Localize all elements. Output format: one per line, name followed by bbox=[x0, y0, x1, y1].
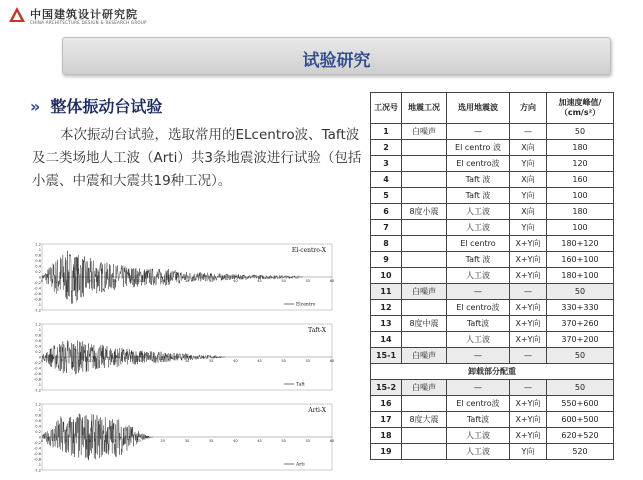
chart-x-tick-label: 60 bbox=[329, 359, 335, 363]
table-header-case: 地震工况 bbox=[402, 93, 447, 124]
chart-y-tick-label: -1.2 bbox=[33, 308, 41, 313]
chart-x-tick-label: 50 bbox=[281, 279, 286, 283]
chart-y-tick-label: -1.2 bbox=[33, 468, 41, 473]
table-cell-dir: X+Y向 bbox=[510, 332, 547, 348]
table-row bbox=[371, 444, 614, 460]
table-cell-dir: X+Y向 bbox=[510, 412, 547, 428]
table-cell-peak: 100 bbox=[547, 188, 614, 204]
table-cell-case bbox=[402, 268, 447, 284]
table-cell-dir: X+Y向 bbox=[510, 236, 547, 252]
chart-x-tick-label: 5 bbox=[65, 439, 68, 443]
table-row bbox=[371, 396, 614, 412]
chart-x-tick-label: 60 bbox=[329, 439, 335, 443]
chart-y-tick-label: 0.2 bbox=[35, 430, 41, 434]
table-cell-dir: Y向 bbox=[510, 444, 547, 460]
table-cell-peak: 50 bbox=[547, 380, 614, 396]
table-cell-peak: 600+500 bbox=[547, 412, 614, 428]
table-cell-dir: X+Y向 bbox=[510, 428, 547, 444]
table-cell-wave: Taft 波 bbox=[447, 188, 510, 204]
chart-x-tick-label: 40 bbox=[233, 279, 238, 283]
table-cell-no: 15-2 bbox=[371, 380, 402, 396]
chart-x-tick-label: 20 bbox=[136, 359, 141, 363]
table-cell-no: 16 bbox=[371, 396, 402, 412]
table-cell-peak: 180+100 bbox=[547, 268, 614, 284]
table-row bbox=[371, 428, 614, 444]
table-cell-no: 13 bbox=[371, 316, 402, 332]
table-cell-peak: 550+600 bbox=[547, 396, 614, 412]
table-cell-no: 18 bbox=[371, 428, 402, 444]
table-row bbox=[371, 124, 614, 140]
table-cell-wave: El centro波 bbox=[447, 300, 510, 316]
chart-title: Taft-X bbox=[308, 327, 326, 334]
table-cell-case bbox=[402, 396, 447, 412]
table-cell-case bbox=[402, 428, 447, 444]
table-cell-dir: X向 bbox=[510, 172, 547, 188]
table-cell-wave: Taft 波 bbox=[447, 252, 510, 268]
table-cell-no: 12 bbox=[371, 300, 402, 316]
table-cell-no: 1 bbox=[371, 124, 402, 140]
table-cell-peak: 50 bbox=[547, 284, 614, 300]
table-cell-no: 6 bbox=[371, 204, 402, 220]
chart-y-tick-label: -0.8 bbox=[33, 297, 41, 302]
chart-y-tick-label: 0.6 bbox=[35, 259, 41, 263]
table-row bbox=[371, 268, 614, 284]
table-row bbox=[371, 300, 614, 316]
table-header-direction: 方向 bbox=[510, 93, 547, 124]
chart-y-tick-label: 0 bbox=[38, 355, 41, 360]
chart-legend-label: Arti bbox=[296, 462, 305, 468]
test-cases-table-wrapper bbox=[370, 92, 614, 460]
table-cell-dir: Y向 bbox=[510, 188, 547, 204]
table-cell-wave: El centro bbox=[447, 236, 510, 252]
table-cell-peak: 370+260 bbox=[547, 316, 614, 332]
table-cell-no: 2 bbox=[371, 140, 402, 156]
chart-y-tick-label: 0.4 bbox=[35, 264, 41, 269]
slide-title: 试验研究 bbox=[302, 51, 371, 71]
table-cell-peak: 620+520 bbox=[547, 428, 614, 444]
table-cell-wave: 人工波 bbox=[447, 268, 510, 284]
table-cell-wave: El centro波 bbox=[447, 156, 510, 172]
table-header-wave: 选用地震波 bbox=[447, 93, 510, 124]
table-cell-wave: El centro 波 bbox=[447, 140, 510, 156]
table-cell-dir: — bbox=[510, 124, 547, 140]
chart-y-tick-label: -1 bbox=[37, 383, 41, 387]
chart-y-tick-label: -0.2 bbox=[33, 441, 41, 445]
chart-title: Arti-X bbox=[308, 407, 326, 414]
chart-x-tick-label: 5 bbox=[65, 279, 68, 283]
org-logo-icon bbox=[8, 6, 26, 24]
table-row bbox=[371, 220, 614, 236]
table-cell-wave: Taft波 bbox=[447, 316, 510, 332]
table-note-row bbox=[371, 364, 614, 380]
table-row bbox=[371, 316, 614, 332]
table-cell-case: 8度中震 bbox=[402, 316, 447, 332]
chart-y-tick-label: -1 bbox=[37, 303, 41, 307]
table-cell-no: 15-1 bbox=[371, 348, 402, 364]
chart-y-tick-label: -0.4 bbox=[33, 286, 41, 291]
table-row bbox=[371, 156, 614, 172]
table-cell-case: 8度小震 bbox=[402, 204, 447, 220]
chart-x-tick-label: 0 bbox=[40, 279, 44, 283]
table-cell-wave: — bbox=[447, 348, 510, 364]
chart-y-tick-label: -0.4 bbox=[33, 446, 41, 451]
table-cell-dir: Y向 bbox=[510, 220, 547, 236]
chart-y-tick-label: -0.6 bbox=[33, 292, 41, 296]
table-cell-case: 白噪声 bbox=[402, 284, 447, 300]
table-cell-no: 11 bbox=[371, 284, 402, 300]
chart-y-tick-label: 1 bbox=[38, 328, 41, 332]
table-cell-case bbox=[402, 444, 447, 460]
slide-title-bar bbox=[62, 37, 611, 75]
chart-y-tick-label: 0.8 bbox=[35, 333, 41, 338]
table-row bbox=[371, 188, 614, 204]
table-cell-peak: 50 bbox=[547, 348, 614, 364]
description-paragraph bbox=[32, 124, 362, 193]
chart-x-tick-label: 10 bbox=[88, 359, 93, 363]
chart-x-tick-label: 25 bbox=[160, 359, 166, 363]
table-row bbox=[371, 332, 614, 348]
table-cell-no: 5 bbox=[371, 188, 402, 204]
chart-x-tick-label: 55 bbox=[305, 279, 311, 283]
chart-y-tick-label: 0.6 bbox=[35, 339, 41, 343]
chart-y-tick-label: 0.4 bbox=[35, 424, 41, 429]
org-logo bbox=[8, 4, 208, 28]
chart-x-tick-label: 30 bbox=[184, 279, 190, 283]
chart-x-tick-label: 5 bbox=[65, 359, 68, 363]
table-cell-peak: 180+120 bbox=[547, 236, 614, 252]
chart-x-tick-label: 15 bbox=[112, 279, 117, 283]
chart-x-tick-label: 10 bbox=[88, 439, 93, 443]
table-cell-wave: Taft波 bbox=[447, 412, 510, 428]
section-heading bbox=[30, 94, 162, 117]
test-cases-table bbox=[370, 92, 614, 460]
accelerograms-figure bbox=[30, 240, 340, 480]
chart-x-tick-label: 25 bbox=[160, 439, 166, 443]
chart-y-tick-label: 1.2 bbox=[35, 242, 41, 247]
table-cell-no: 9 bbox=[371, 252, 402, 268]
chart-y-tick-label: -1 bbox=[37, 463, 41, 467]
org-name-cn: 中国建筑设计研究院 bbox=[30, 8, 138, 21]
chart-y-tick-label: 0 bbox=[38, 275, 41, 280]
table-note: 卸载部分配重 bbox=[371, 364, 614, 380]
table-cell-peak: 120 bbox=[547, 156, 614, 172]
table-row bbox=[371, 140, 614, 156]
table-cell-wave: 人工波 bbox=[447, 444, 510, 460]
table-header-peak: 加速度峰值/（cm/s²） bbox=[547, 93, 614, 124]
chart-x-tick-label: 60 bbox=[329, 279, 335, 283]
table-cell-peak: 160 bbox=[547, 172, 614, 188]
table-cell-no: 10 bbox=[371, 268, 402, 284]
chart-legend-label: Elcentro bbox=[296, 302, 316, 308]
chart-x-tick-label: 20 bbox=[136, 439, 141, 443]
chart-x-tick-label: 35 bbox=[208, 439, 214, 443]
table-row bbox=[371, 236, 614, 252]
chart-x-tick-label: 20 bbox=[136, 279, 141, 283]
chart-x-tick-label: 25 bbox=[160, 279, 166, 283]
chart-y-tick-label: -0.4 bbox=[33, 366, 41, 371]
chart-y-tick-label: -0.2 bbox=[33, 361, 41, 365]
table-cell-case bbox=[402, 172, 447, 188]
table-row bbox=[371, 284, 614, 300]
table-cell-no: 19 bbox=[371, 444, 402, 460]
chart-series-line bbox=[42, 340, 226, 374]
chart-y-tick-label: 1 bbox=[38, 408, 41, 412]
chart-y-tick-label: 1.2 bbox=[35, 402, 41, 407]
table-cell-case bbox=[402, 332, 447, 348]
table-cell-no: 4 bbox=[371, 172, 402, 188]
table-cell-no: 14 bbox=[371, 332, 402, 348]
table-cell-wave: — bbox=[447, 380, 510, 396]
chart-x-tick-label: 15 bbox=[112, 359, 117, 363]
chart-x-tick-label: 50 bbox=[281, 359, 286, 363]
table-cell-peak: 180 bbox=[547, 140, 614, 156]
table-cell-peak: 370+200 bbox=[547, 332, 614, 348]
chart-y-tick-label: 0.2 bbox=[35, 270, 41, 274]
table-cell-dir: — bbox=[510, 380, 547, 396]
table-cell-dir: X+Y向 bbox=[510, 396, 547, 412]
section-heading-text: 整体振动台试验 bbox=[50, 97, 163, 116]
chart-y-tick-label: 0.8 bbox=[35, 413, 41, 418]
table-cell-no: 8 bbox=[371, 236, 402, 252]
table-cell-peak: 520 bbox=[547, 444, 614, 460]
table-cell-dir: — bbox=[510, 348, 547, 364]
chart-x-tick-label: 30 bbox=[184, 359, 190, 363]
table-row bbox=[371, 348, 614, 364]
chart-x-tick-label: 55 bbox=[305, 439, 311, 443]
table-cell-wave: 人工波 bbox=[447, 428, 510, 444]
table-cell-wave: 人工波 bbox=[447, 204, 510, 220]
table-cell-peak: 330+330 bbox=[547, 300, 614, 316]
chart-x-tick-label: 50 bbox=[281, 439, 286, 443]
chart-x-tick-label: 10 bbox=[88, 279, 93, 283]
table-header-no: 工况号 bbox=[371, 93, 402, 124]
table-cell-peak: 100 bbox=[547, 220, 614, 236]
table-cell-wave: 人工波 bbox=[447, 332, 510, 348]
table-cell-case bbox=[402, 252, 447, 268]
table-cell-no: 3 bbox=[371, 156, 402, 172]
chart-x-tick-label: 45 bbox=[257, 279, 262, 283]
chart-x-tick-label: 15 bbox=[112, 439, 117, 443]
chart-x-tick-label: 35 bbox=[208, 279, 214, 283]
table-row bbox=[371, 412, 614, 428]
table-cell-dir: X+Y向 bbox=[510, 268, 547, 284]
chart-y-tick-label: 0.8 bbox=[35, 253, 41, 258]
chart-x-tick-label: 40 bbox=[233, 439, 238, 443]
chart-y-tick-label: -0.6 bbox=[33, 372, 41, 376]
chart-y-tick-label: 1.2 bbox=[35, 322, 41, 327]
chart-y-tick-label: -1.2 bbox=[33, 388, 41, 393]
chart-x-tick-label: 0 bbox=[40, 439, 44, 443]
table-cell-no: 7 bbox=[371, 220, 402, 236]
table-row bbox=[371, 380, 614, 396]
description-text: 本次振动台试验，选取常用的ELcentro波、Taft波及二类场地人工波（Arti）共3条地震波进行试验（包括小震、中震和大震共19种工况）。 bbox=[32, 127, 362, 189]
chart-y-tick-label: 0.2 bbox=[35, 350, 41, 354]
table-row bbox=[371, 204, 614, 220]
table-cell-wave: Taft 波 bbox=[447, 172, 510, 188]
chart-y-tick-label: -0.2 bbox=[33, 281, 41, 285]
chart-y-tick-label: 0 bbox=[38, 435, 41, 440]
org-name-en: CHINA ARCHITECTURE DESIGN & RESEARCH GROUP bbox=[30, 20, 147, 25]
chart-y-tick-label: 0.6 bbox=[35, 419, 41, 423]
table-cell-dir: X+Y向 bbox=[510, 300, 547, 316]
table-cell-dir: — bbox=[510, 284, 547, 300]
table-cell-case: 8度大震 bbox=[402, 412, 447, 428]
table-row bbox=[371, 172, 614, 188]
chart-x-tick-label: 45 bbox=[257, 359, 262, 363]
chart-x-tick-label: 35 bbox=[208, 359, 214, 363]
chart-y-tick-label: -0.8 bbox=[33, 377, 41, 382]
table-cell-wave: — bbox=[447, 284, 510, 300]
table-cell-case: 白噪声 bbox=[402, 348, 447, 364]
table-cell-case: 白噪声 bbox=[402, 124, 447, 140]
table-cell-dir: X向 bbox=[510, 204, 547, 220]
chart-y-tick-label: -0.8 bbox=[33, 457, 41, 462]
table-cell-no: 17 bbox=[371, 412, 402, 428]
table-cell-case bbox=[402, 236, 447, 252]
chart-title: El-centro-X bbox=[291, 247, 326, 254]
table-cell-peak: 50 bbox=[547, 124, 614, 140]
chart-x-tick-label: 30 bbox=[184, 439, 190, 443]
chart-x-tick-label: 55 bbox=[305, 359, 311, 363]
chart-x-tick-label: 40 bbox=[233, 359, 238, 363]
table-cell-peak: 180 bbox=[547, 204, 614, 220]
table-cell-peak: 160+100 bbox=[547, 252, 614, 268]
table-cell-wave: 人工波 bbox=[447, 220, 510, 236]
table-cell-case bbox=[402, 156, 447, 172]
table-cell-case bbox=[402, 300, 447, 316]
table-cell-wave: El centro波 bbox=[447, 396, 510, 412]
table-cell-dir: X+Y向 bbox=[510, 316, 547, 332]
chart-legend-label: Taft bbox=[296, 382, 305, 388]
table-cell-case: 白噪声 bbox=[402, 380, 447, 396]
table-cell-case bbox=[402, 220, 447, 236]
table-cell-case bbox=[402, 188, 447, 204]
table-cell-dir: Y向 bbox=[510, 156, 547, 172]
chart-x-tick-label: 45 bbox=[257, 439, 262, 443]
table-cell-dir: X+Y向 bbox=[510, 252, 547, 268]
chart-y-tick-label: 1 bbox=[38, 248, 41, 252]
section-arrow-icon: » bbox=[30, 97, 41, 116]
table-cell-wave: — bbox=[447, 124, 510, 140]
table-cell-dir: X向 bbox=[510, 140, 547, 156]
chart-x-tick-label: 0 bbox=[40, 359, 44, 363]
table-row bbox=[371, 252, 614, 268]
table-header-row bbox=[371, 93, 614, 124]
chart-y-tick-label: 0.4 bbox=[35, 344, 41, 349]
table-cell-case bbox=[402, 140, 447, 156]
chart-y-tick-label: -0.6 bbox=[33, 452, 41, 456]
